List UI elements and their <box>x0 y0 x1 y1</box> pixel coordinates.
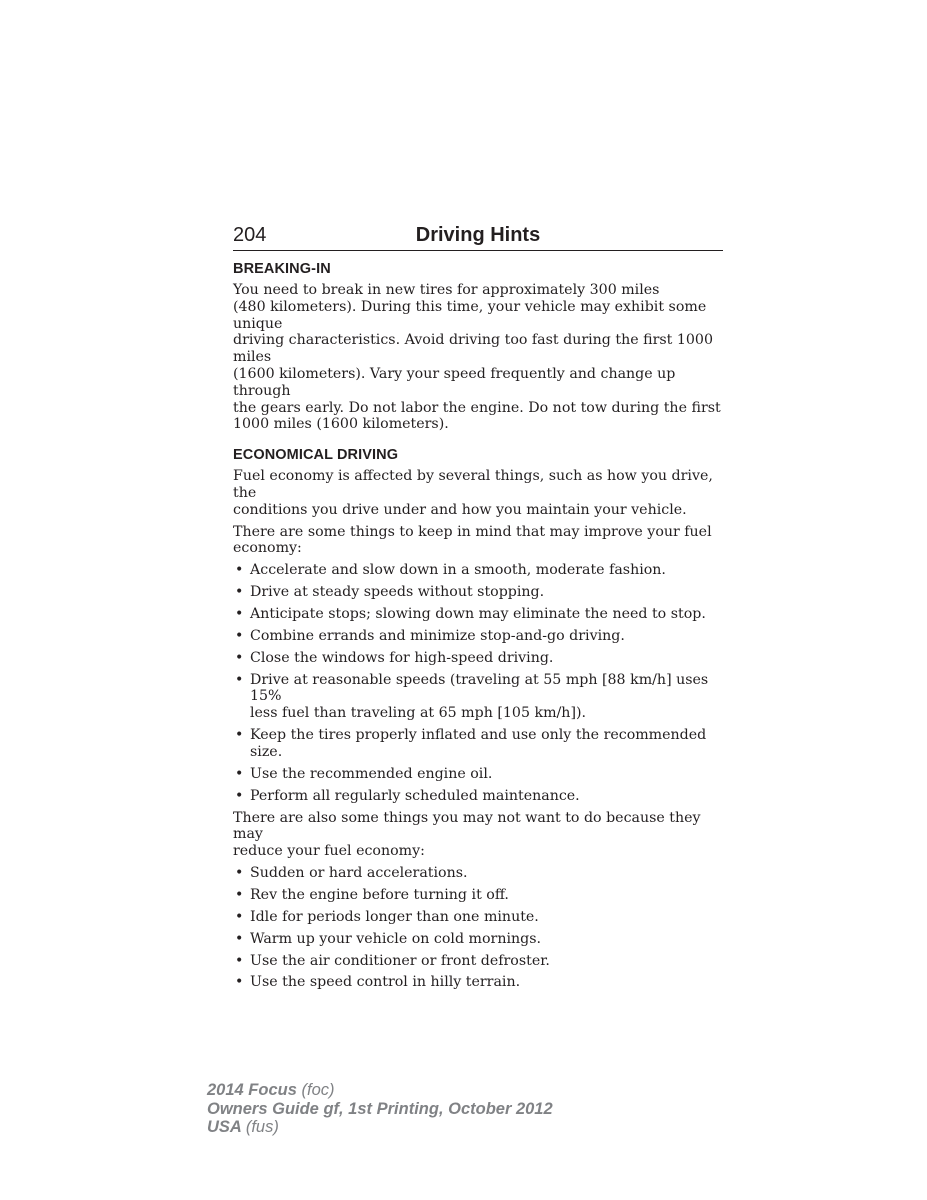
bullet-icon: • <box>235 562 244 579</box>
footer-model: 2014 Focus <box>207 1081 297 1099</box>
list-item-text: Keep the tires properly inflated and use only the recommended size. <box>250 727 707 760</box>
bullet-icon: • <box>235 649 244 666</box>
bullet-icon: • <box>235 864 244 881</box>
footer-model-code: (foc) <box>301 1081 335 1099</box>
list-item <box>233 650 723 667</box>
list-item-text: Rev the engine before turning it off. <box>250 886 509 903</box>
list-item-text: Accelerate and slow down in a smooth, moderate fashion. <box>250 562 666 579</box>
footer-market-code: (fus) <box>245 1118 279 1136</box>
bullet-icon: • <box>235 952 244 969</box>
breaking-in-paragraph: You need to break in new tires for approximately 300 miles (480 kilometers). During this time, your vehicle may exhibit some unique driving characteristics. Avoid driving too fast during the first 1000 miles (1600 kilometers). Vary your speed frequently and change up through the gears early. Do not labor the engine. Do not tow during the first 1000 miles (1600 kilometers). <box>233 282 721 433</box>
list-item-text: Drive at reasonable speeds (traveling at 55 mph [88 km/h] uses 15% less fuel than traveling at 65 mph [105 km/h]). <box>250 671 709 722</box>
list-item-text: Use the air conditioner or front defroster. <box>250 952 550 969</box>
bullet-icon: • <box>235 727 244 744</box>
page-content <box>233 260 723 996</box>
bullet-icon: • <box>235 584 244 601</box>
list-item <box>233 628 723 645</box>
economical-driving-heading: ECONOMICAL DRIVING <box>233 447 399 464</box>
list-item-text: Use the speed control in hilly terrain. <box>250 974 521 991</box>
list-item-text: Sudden or hard accelerations. <box>250 864 468 881</box>
list-item <box>233 887 723 904</box>
list-item <box>233 672 723 722</box>
bullet-icon: • <box>235 605 244 622</box>
list-item <box>233 974 723 991</box>
footer-printing-line: Owners Guide gf, 1st Printing, October 2012 <box>207 1099 553 1118</box>
list-item-text: Close the windows for high-speed driving. <box>250 649 554 666</box>
list-item <box>233 562 723 579</box>
improve-list <box>233 562 723 804</box>
list-item <box>233 727 723 761</box>
bullet-icon: • <box>235 787 244 804</box>
list-item-text: Drive at steady speeds without stopping. <box>250 584 545 601</box>
list-item <box>233 909 723 926</box>
reduce-intro: There are also some things you may not want to do because they may reduce your fuel economy: <box>233 809 701 860</box>
list-item <box>233 953 723 970</box>
footer-model-line <box>207 1081 553 1100</box>
bullet-icon: • <box>235 627 244 644</box>
bullet-icon: • <box>235 974 244 991</box>
list-item-text: Idle for periods longer than one minute. <box>250 908 539 925</box>
list-item <box>233 788 723 805</box>
bullet-icon: • <box>235 930 244 947</box>
page-number: 204 <box>233 224 267 246</box>
list-item <box>233 606 723 623</box>
fuel-economy-intro: Fuel economy is affected by several things, such as how you drive, the conditions you drive under and how you maintain your vehicle. <box>233 468 713 518</box>
bullet-icon: • <box>235 908 244 925</box>
list-item-text: Anticipate stops; slowing down may eliminate the need to stop. <box>250 605 706 622</box>
list-item <box>233 865 723 882</box>
footer-market-line <box>207 1118 553 1137</box>
list-item-text: Perform all regularly scheduled maintenance. <box>250 787 580 804</box>
bullet-icon: • <box>235 765 244 782</box>
footer-market: USA <box>207 1118 242 1136</box>
avoid-list <box>233 865 723 991</box>
breaking-in-heading: BREAKING-IN <box>233 261 331 277</box>
page-header <box>233 222 723 251</box>
list-item <box>233 584 723 601</box>
print-footer <box>207 1081 553 1137</box>
section-title: Driving Hints <box>415 224 541 246</box>
bullet-icon: • <box>235 886 244 903</box>
list-item <box>233 766 723 783</box>
improve-intro: There are some things to keep in mind that may improve your fuel economy: <box>233 523 712 557</box>
list-item-text: Warm up your vehicle on cold mornings. <box>250 930 542 947</box>
bullet-icon: • <box>235 671 244 688</box>
list-item <box>233 931 723 948</box>
list-item-text: Combine errands and minimize stop-and-go driving. <box>250 627 625 644</box>
list-item-text: Use the recommended engine oil. <box>250 765 493 782</box>
